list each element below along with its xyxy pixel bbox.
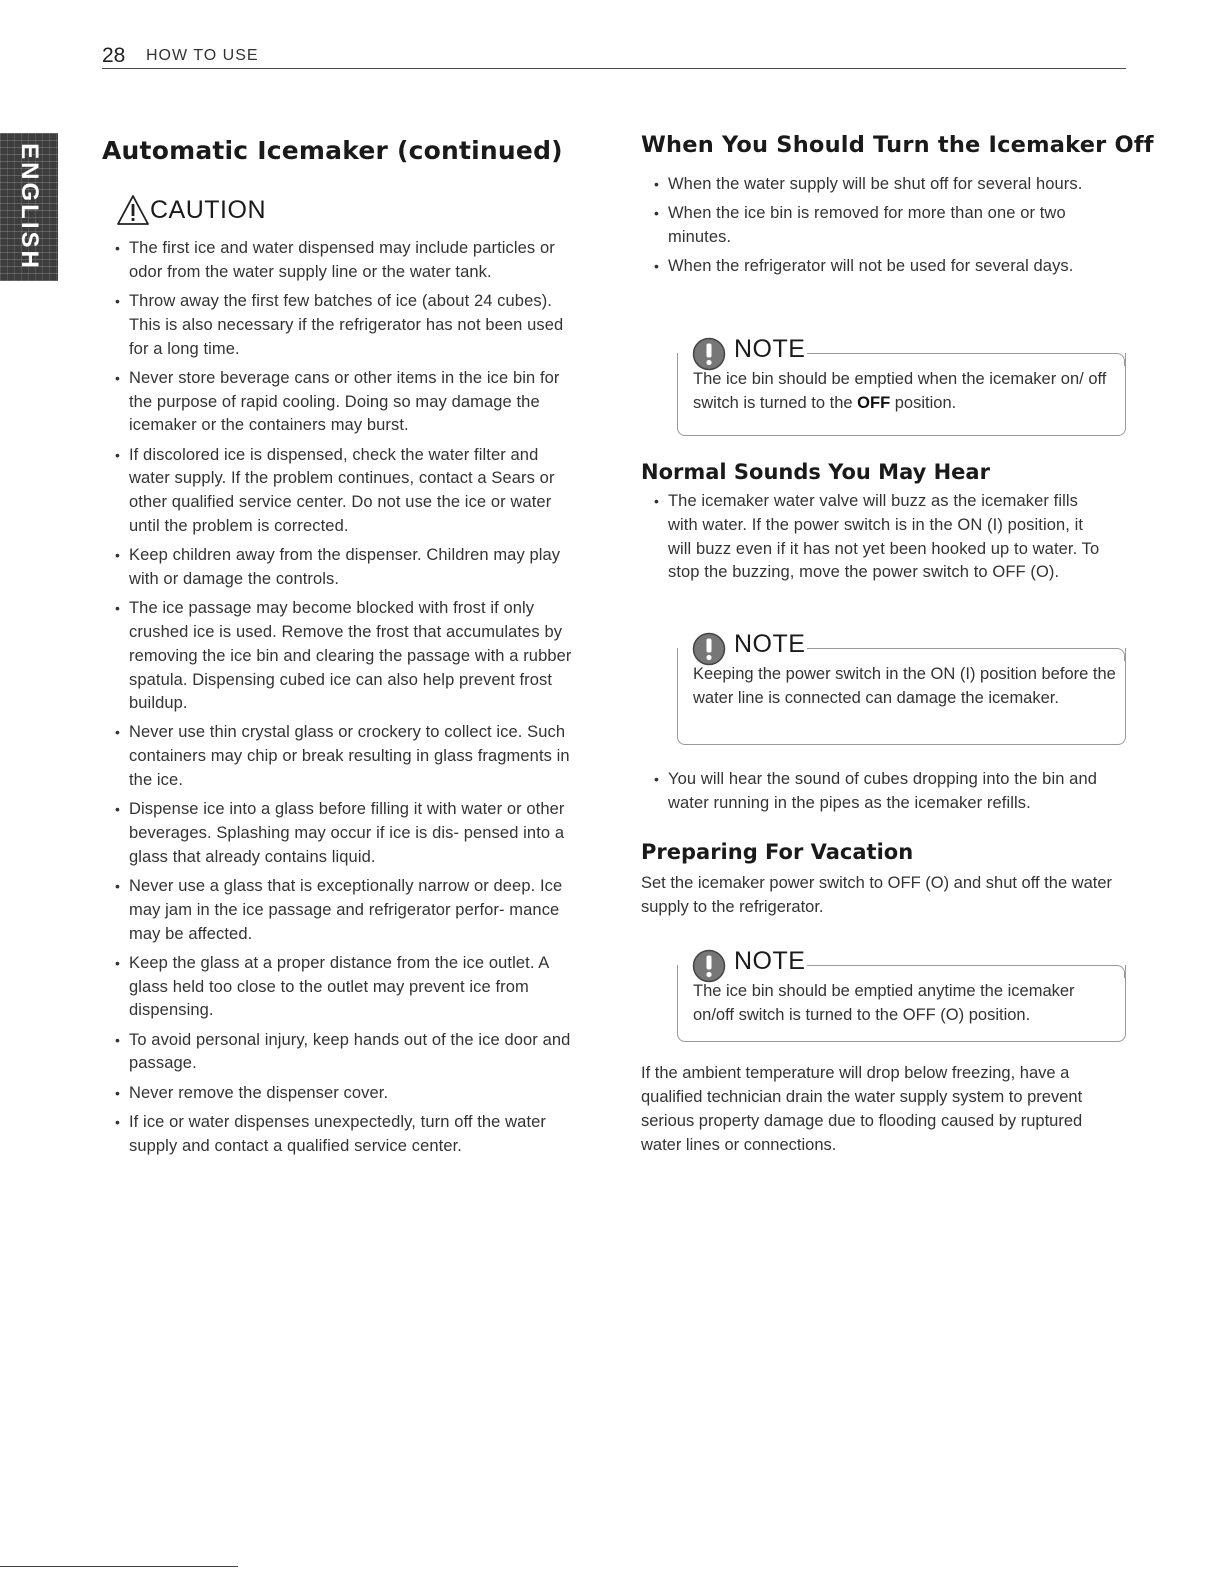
note-text: Keeping the power switch in the ON (I) position before the water line is connected can damage the icemaker. (693, 665, 1116, 707)
list-item: • When the ice bin is removed for more than one or two minutes. (641, 202, 1111, 250)
turn-off-list (641, 173, 1111, 284)
list-item: • If ice or water dispenses unexpectedly, turn off the water supply and contact a qualified service center. (102, 1111, 582, 1159)
note-text: The ice bin should be emptied when the icemaker on/ off switch is turned to the OFF position. (693, 370, 1107, 412)
left-heading: Automatic Icemaker (continued) (102, 136, 563, 165)
list-item: • Throw away the first few batches of ice (about 24 cubes). This is also necessary if the refrigerator has not been used for a long time. (102, 290, 582, 361)
note-box-2 (677, 626, 1126, 748)
list-item: • Keep the glass at a proper distance from the ice outlet. A glass held too close to the outlet may prevent ice from dispensing. (102, 952, 582, 1023)
list-item: • Never remove the dispenser cover. (102, 1082, 582, 1106)
note-box-3 (677, 943, 1126, 1043)
list-item: • The icemaker water valve will buzz as the icemaker fills with water. If the power switch is in the ON (I) position, it will buzz even if it has not yet been hooked up to water. To stop the buzzing, move the power switch to OFF (O). (641, 490, 1111, 585)
note-label: NOTE (734, 335, 806, 363)
note-label: NOTE (734, 630, 806, 658)
footer-rule (0, 1566, 238, 1567)
list-item: • Never use a glass that is exceptionally narrow or deep. Ice may jam in the ice passage and refrigerator perfor- mance may be affected. (102, 875, 582, 946)
page-header (102, 44, 1126, 69)
note-box-1 (677, 331, 1126, 437)
list-item: • When the water supply will be shut off for several hours. (641, 173, 1111, 197)
sounds-heading: Normal Sounds You May Hear (641, 460, 990, 484)
info-exclamation-icon (692, 949, 726, 983)
list-item: • You will hear the sound of cubes dropping into the bin and water running in the pipes as the icemaker refills. (641, 768, 1111, 816)
note-label: NOTE (734, 947, 806, 975)
list-item: • Dispense ice into a glass before filling it with water or other beverages. Splashing may occur if ice is dis- pensed into a glass that already contains liquid. (102, 798, 582, 869)
section-title: HOW TO USE (146, 47, 259, 64)
note-text: The ice bin should be emptied anytime the icemaker on/off switch is turned to the OFF (O) position. (693, 982, 1075, 1024)
list-item: • Keep children away from the dispenser. Children may play with or damage the controls. (102, 544, 582, 592)
list-item: • When the refrigerator will not be used for several days. (641, 255, 1111, 279)
language-label: ENGLISH (16, 143, 43, 271)
caution-list (102, 237, 582, 1164)
caution-header (116, 190, 266, 230)
language-side-tab (0, 133, 58, 281)
warning-triangle-icon (116, 194, 150, 226)
vacation-heading: Preparing For Vacation (641, 840, 914, 864)
vacation-text: Set the icemaker power switch to OFF (O) and shut off the water supply to the refrigerator. (641, 874, 1113, 916)
list-item: • To avoid personal injury, keep hands out of the ice door and passage. (102, 1029, 582, 1077)
info-exclamation-icon (692, 337, 726, 371)
turn-off-heading: When You Should Turn the Icemaker Off (641, 132, 1154, 158)
sounds-list-continued (641, 768, 1111, 821)
page-number: 28 (102, 44, 126, 67)
list-item: • The first ice and water dispensed may include particles or odor from the water supply line or the water tank. (102, 237, 582, 285)
list-item: • If discolored ice is dispensed, check the water filter and water supply. If the problem continues, contact a Sears or other qualified service center. Do not use the ice or water until the problem is corrected. (102, 444, 582, 539)
list-item: • The ice passage may become blocked with frost if only crushed ice is used. Remove the frost that accumulates by removing the ice bin and clearing the passage with a rubber spatula. Dispensing cubed ice can also help prevent frost buildup. (102, 597, 582, 716)
list-item: • Never use thin crystal glass or crockery to collect ice. Such containers may chip or break resulting in glass fragments in the ice. (102, 721, 582, 792)
info-exclamation-icon (692, 632, 726, 666)
list-item: • Never store beverage cans or other items in the ice bin for the purpose of rapid cooling. Doing so may damage the icemaker or the containers may burst. (102, 367, 582, 438)
closing-paragraph: If the ambient temperature will drop below freezing, have a qualified technician drain the water supply system to prevent serious property damage due to flooding caused by ruptured water lines or connections. (641, 1064, 1083, 1154)
sounds-list (641, 490, 1111, 591)
off-emphasis: OFF (857, 394, 891, 412)
caution-label: CAUTION (150, 195, 266, 224)
